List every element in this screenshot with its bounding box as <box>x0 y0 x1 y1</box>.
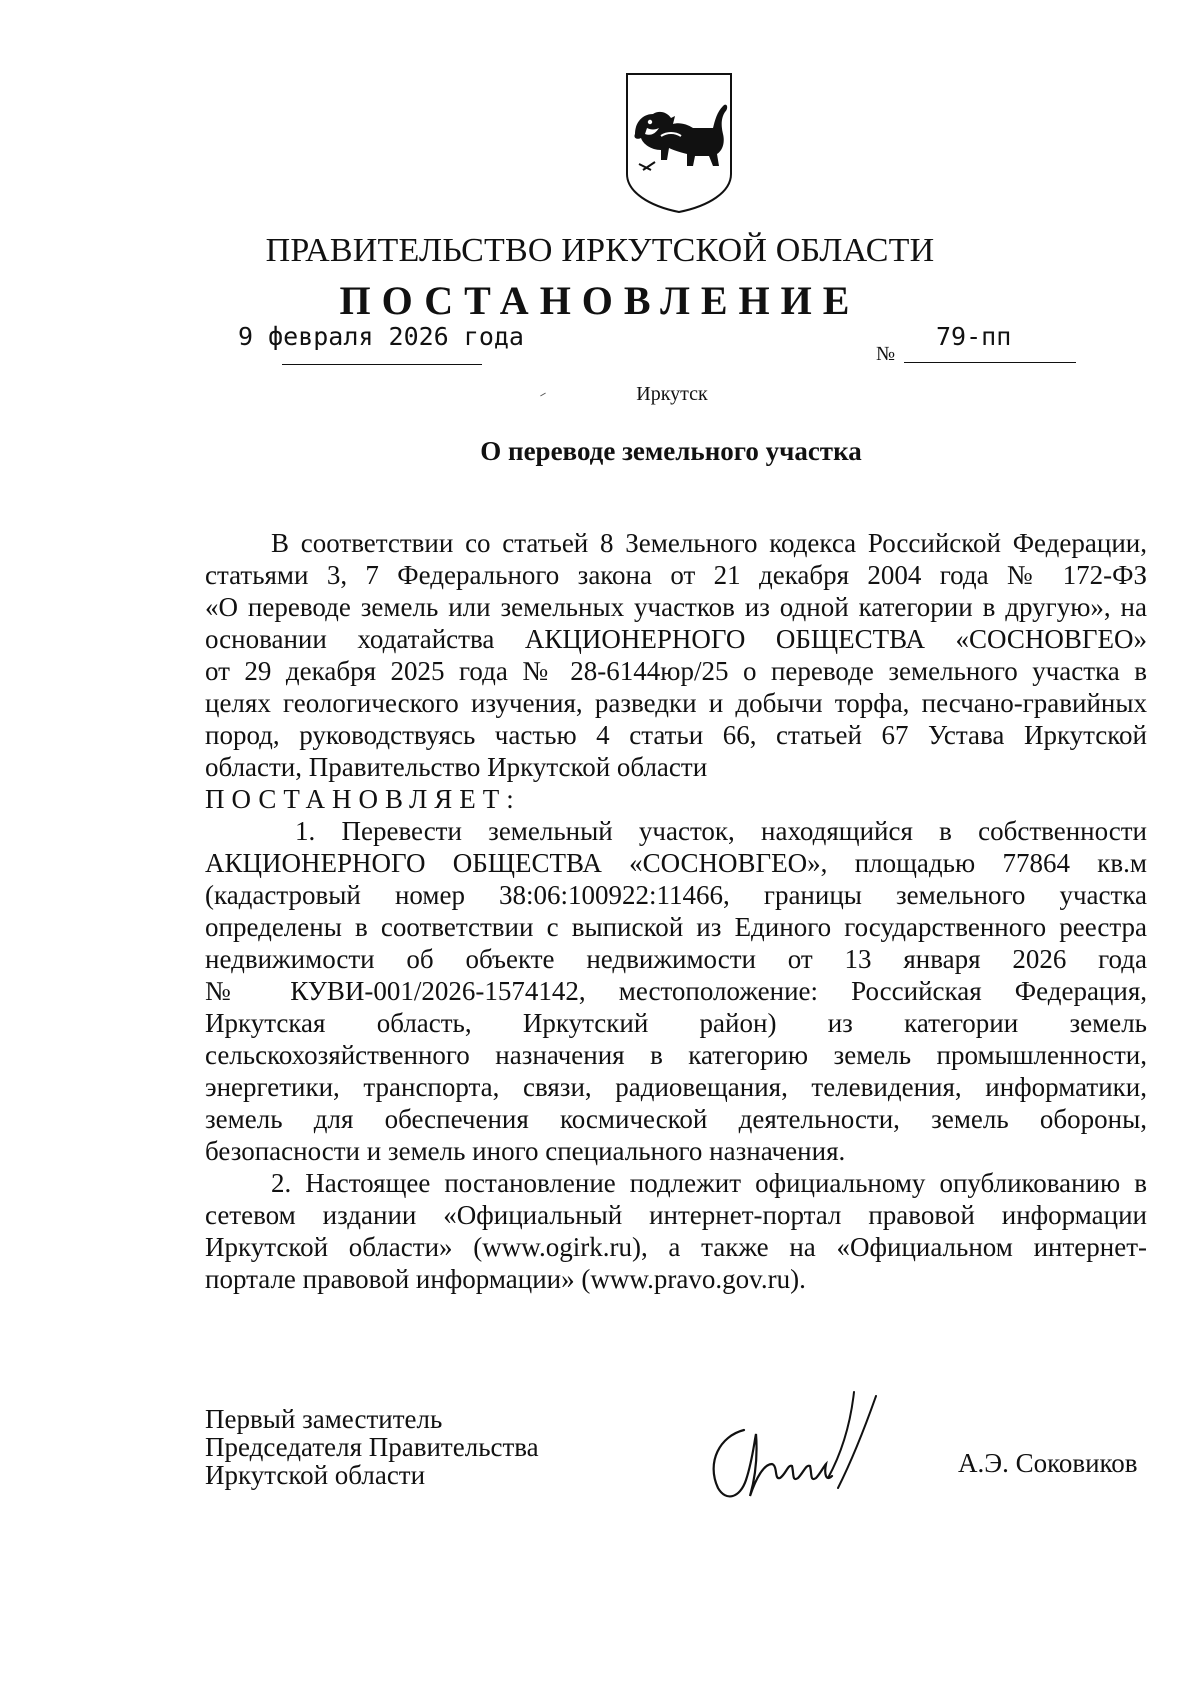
preamble-line: области, Правительство Иркутской области <box>205 752 708 782</box>
item1-line: определены в соответствии с выпиской из Единого государственного реестра <box>205 912 1147 942</box>
preamble-line: «О переводе земель или земельных участков из одной категории в другую», на <box>205 592 1147 622</box>
item2-line: портале правовой информации» (www.pravo.gov.ru). <box>205 1264 806 1294</box>
preamble-line: В соответствии со статьей 8 Земельного кодекса Российской Федерации, <box>271 528 1147 558</box>
item1-line: земель для обеспечения космической деятельности, земель обороны, <box>205 1104 1147 1134</box>
preamble-line: основании ходатайства АКЦИОНЕРНОГО ОБЩЕСТВА «СОСНОВГЕО» <box>205 624 1147 654</box>
item1-line: № КУВИ-001/2026-1574142, местоположение: Российская Федерация, <box>205 976 1147 1006</box>
item1-line: сельскохозяйственного назначения в категорию земель промышленности, <box>205 1040 1147 1070</box>
item1-line: (кадастровый номер 38:06:100922:11466, границы земельного участка <box>205 880 1147 910</box>
resolves-heading: ПОСТАНОВЛЯЕТ: <box>205 784 521 814</box>
coat-of-arms-emblem <box>621 70 737 214</box>
number-sign: № <box>876 343 896 365</box>
preamble-line: пород, руководствуясь частью 4 статьи 66, статьей 67 Устава Иркутской <box>205 720 1147 750</box>
item1-line: Иркутская область, Иркутский район) из категории земель <box>205 1008 1147 1038</box>
government-name: ПРАВИТЕЛЬСТВО ИРКУТСКОЙ ОБЛАСТИ <box>265 232 935 269</box>
signer-position-line: Иркутской области <box>205 1460 426 1490</box>
item2-line: Иркутской области» (www.ogirk.ru), а также на «Официальном интернет- <box>205 1232 1147 1262</box>
document-type: ПОСТАНОВЛЕНИЕ <box>339 278 861 323</box>
preamble-line: целях геологического изучения, разведки и добычи торфа, песчано-гравийных <box>205 688 1147 718</box>
signer-position-line: Первый заместитель <box>205 1404 443 1434</box>
item1-line: недвижимости об объекте недвижимости от 13 января 2026 года <box>205 944 1147 974</box>
decree-number: 79-пп <box>936 322 1012 351</box>
signer-position-line: Председателя Правительства <box>205 1432 539 1462</box>
item1-line: 1. Перевести земельный участок, находящийся в собственности <box>295 816 1147 846</box>
item1-line: энергетики, транспорта, связи, радиовещания, телевидения, информатики, <box>205 1072 1147 1102</box>
item1-line: АКЦИОНЕРНОГО ОБЩЕСТВА «СОСНОВГЕО», площадью 77864 кв.м <box>205 848 1147 878</box>
city-name: Иркутск <box>636 383 708 405</box>
item2-line: сетевом издании «Официальный интернет-портал правовой информации <box>205 1200 1147 1230</box>
item1-line: безопасности и земель иного специального назначения. <box>205 1136 846 1166</box>
decree-date: 9 февраля 2026 года <box>238 322 524 351</box>
preamble-line: статьями 3, 7 Федерального закона от 21 декабря 2004 года № 172-ФЗ <box>205 560 1147 590</box>
number-underline <box>904 362 1076 363</box>
signer-position <box>205 1405 539 1489</box>
preamble-line: от 29 декабря 2025 года № 28-6144юр/25 о переводе земельного участка в <box>205 656 1147 686</box>
signer-name: А.Э. Соковиков <box>958 1448 1138 1478</box>
document-title: О переводе земельного участка <box>480 436 862 466</box>
item2-line: 2. Настоящее постановление подлежит официальному опубликованию в <box>271 1168 1147 1198</box>
date-underline <box>282 364 482 365</box>
handwritten-signature <box>700 1370 890 1520</box>
document-body <box>205 527 1147 1295</box>
